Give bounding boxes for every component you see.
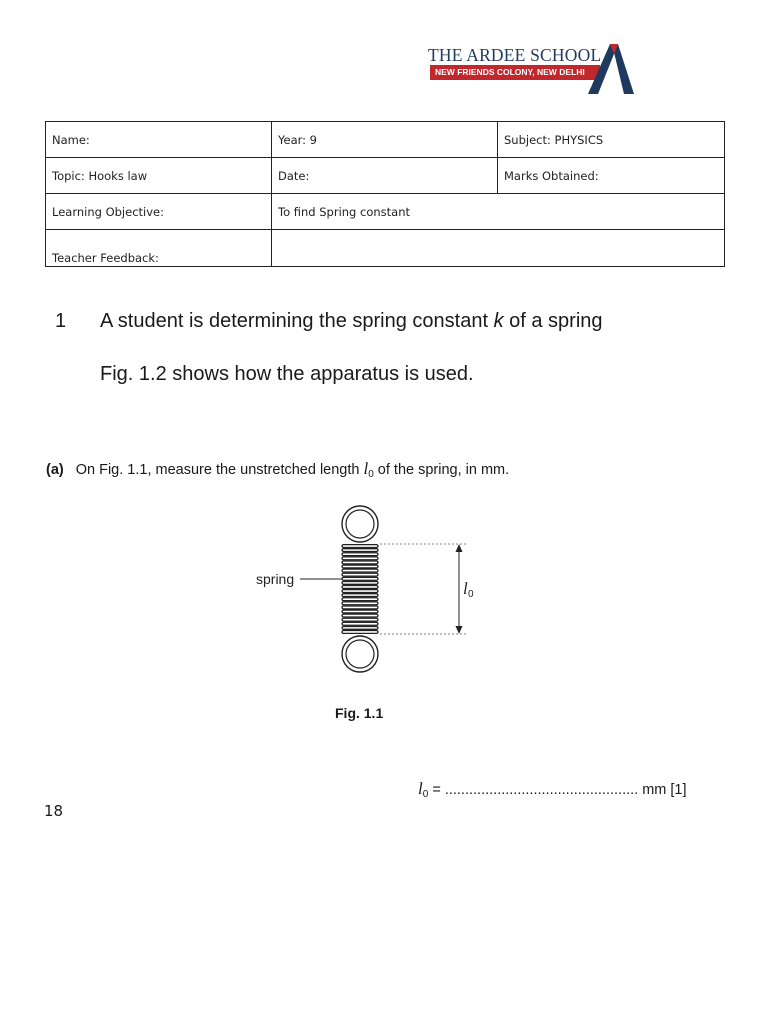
spring-label: spring — [256, 571, 295, 587]
date-cell: Date: — [272, 158, 498, 194]
question-line-2: Fig. 1.2 shows how the apparatus is used. — [100, 363, 474, 385]
spring-coil — [342, 622, 378, 625]
spring-coil — [342, 606, 378, 609]
spring-coil — [342, 553, 378, 556]
spring-coil — [342, 565, 378, 568]
spring-coil — [342, 631, 378, 634]
spring-coil — [342, 561, 378, 564]
logo-a-mark-icon — [588, 42, 634, 96]
year-cell: Year: 9 — [272, 122, 498, 158]
answer-variable: l — [418, 779, 423, 798]
dimension-label: l — [463, 579, 468, 598]
spring-coil — [342, 545, 378, 548]
objective-value-cell: To find Spring constant — [272, 194, 725, 230]
part-a-text-post: of the spring, in mm. — [373, 462, 510, 478]
spring-coil — [342, 598, 378, 601]
spring-coil — [342, 614, 378, 617]
part-a-variable: l — [363, 459, 369, 478]
student-info-table — [45, 121, 725, 267]
spring-coils — [342, 545, 378, 634]
answer-line — [418, 779, 687, 800]
dimension-label-sub: 0 — [468, 589, 474, 600]
question-line-1 — [100, 310, 603, 333]
feedback-value-cell — [272, 230, 725, 267]
spring-coil — [342, 569, 378, 572]
spring-figure — [250, 500, 490, 680]
question-number: 1 — [55, 310, 67, 332]
spring-coil — [342, 577, 378, 580]
spring-coil — [342, 581, 378, 584]
spring-coil — [342, 586, 378, 589]
figure-caption: Fig. 1.1 — [335, 705, 384, 721]
subject-cell: Subject: PHYSICS — [498, 122, 725, 158]
top-ring — [342, 506, 378, 542]
topic-cell: Topic: Hooks law — [46, 158, 272, 194]
part-a-instruction — [46, 459, 509, 480]
objective-label-cell: Learning Objective: — [46, 194, 272, 230]
spring-coil — [342, 618, 378, 621]
question-line-1-pre: A student is determining the spring constant — [100, 310, 494, 332]
spring-coil — [342, 610, 378, 613]
spring-coil — [342, 602, 378, 605]
bottom-ring — [342, 636, 378, 672]
question-variable-k: k — [493, 310, 504, 332]
marks-cell: Marks Obtained: — [498, 158, 725, 194]
part-a-label: (a) — [46, 462, 64, 478]
page-number: 18 — [44, 802, 64, 820]
part-a-text-pre: On Fig. 1.1, measure the unstretched length — [75, 462, 364, 478]
name-cell: Name: — [46, 122, 272, 158]
spring-coil — [342, 557, 378, 560]
spring-coil — [342, 590, 378, 593]
school-name: THE ARDEE SCHOOL — [428, 45, 602, 65]
spring-coil — [342, 626, 378, 629]
feedback-label-cell: Teacher Feedback: — [46, 230, 272, 267]
spring-coil — [342, 549, 378, 552]
answer-variable-sub: 0 — [422, 789, 429, 800]
spring-coil — [342, 594, 378, 597]
spring-coil — [342, 573, 378, 576]
question-line-1-post: of a spring — [503, 310, 603, 332]
part-a-variable-sub: 0 — [368, 469, 374, 480]
school-logo — [428, 42, 634, 96]
school-location: NEW FRIENDS COLONY, NEW DELHI — [430, 65, 600, 80]
answer-text: = ................................................ mm [1] — [428, 782, 687, 798]
